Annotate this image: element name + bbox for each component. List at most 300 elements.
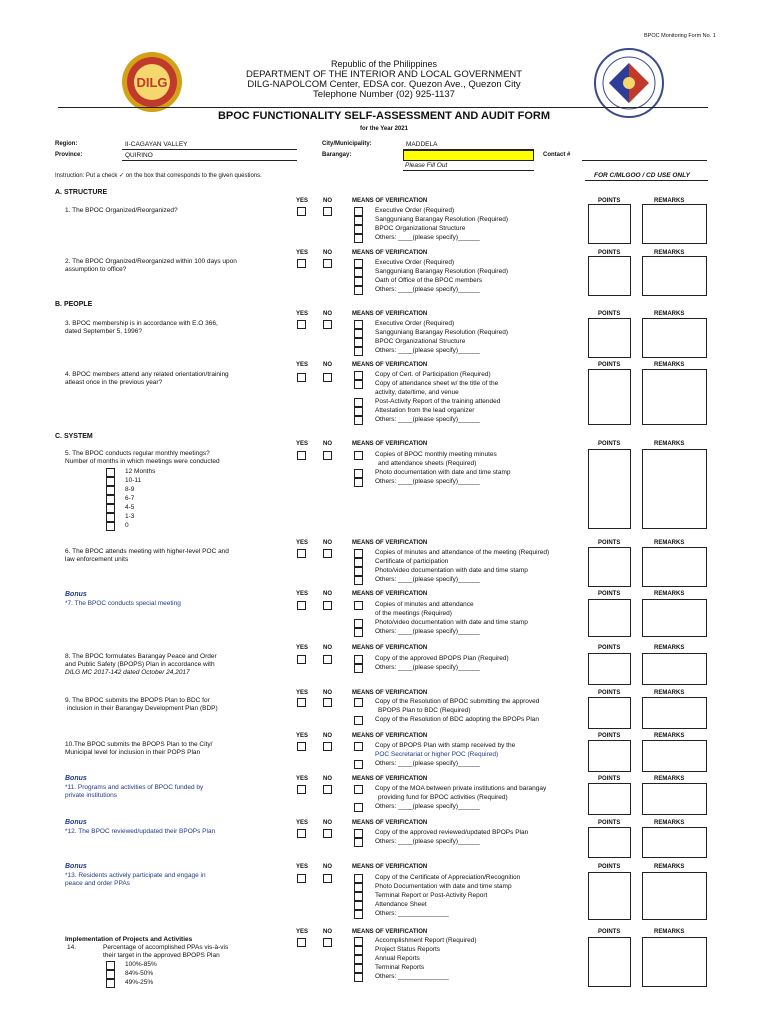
q9-points-box[interactable]: [588, 697, 631, 729]
question-14-text: their target in the approved BPOPS Plan: [103, 952, 220, 959]
q5-option-label: 8-9: [125, 486, 135, 493]
q6-points-box[interactable]: [588, 547, 631, 587]
q14-points-box[interactable]: [588, 937, 631, 987]
q13-points-box[interactable]: [588, 872, 631, 920]
question-11-text: private institutions: [65, 792, 118, 799]
q5-option-label: 10-11: [125, 477, 142, 484]
q4-mov-item: Attestation from the lead organizer: [375, 407, 475, 414]
yes-header: YES: [296, 820, 309, 826]
q2-yes-checkbox[interactable]: [297, 259, 306, 268]
q5-option-checkbox[interactable]: [106, 513, 115, 522]
yes-header: YES: [296, 645, 309, 651]
question-8-text: DILG MC 2017-142 dated October 24,2017: [65, 669, 190, 676]
question-3-text: 3. BPOC membership is in accordance with E.O 366,: [65, 320, 218, 327]
q9-remarks-box[interactable]: [642, 697, 707, 729]
points-header: POINTS: [598, 362, 621, 368]
remarks-header: REMARKS: [654, 820, 685, 826]
question-13-text: peace and order PPAs: [65, 880, 130, 887]
yes-header: YES: [296, 591, 309, 597]
bonus-label: Bonus: [65, 819, 87, 826]
q14-mov-checkbox[interactable]: [354, 973, 363, 982]
remarks-header: REMARKS: [654, 311, 685, 317]
q7-points-box[interactable]: [588, 599, 631, 637]
q7-mov-item: of the meetings (Required): [375, 610, 452, 617]
q1-mov-checkbox[interactable]: [354, 207, 363, 216]
q9-mov-checkbox[interactable]: [354, 698, 363, 707]
mov-header: MEANS OF VERIFICATION: [352, 540, 428, 546]
q4-mov-item: Others: ____(please specify)______: [375, 416, 480, 423]
bonus-label: Bonus: [65, 863, 87, 870]
remarks-header: REMARKS: [654, 776, 685, 782]
q5-mov-checkbox[interactable]: [354, 478, 363, 487]
office-use-rule: [585, 180, 708, 181]
question-13-text: *13. Residents actively participate and engage in: [65, 872, 206, 879]
q4-mov-checkbox[interactable]: [354, 380, 363, 389]
q14-mov-checkbox[interactable]: [354, 937, 363, 946]
q1-mov-checkbox[interactable]: [354, 234, 363, 243]
q12-mov-item: Copy of the approved reviewed/updated BPOPs Plan: [375, 829, 529, 836]
q2-mov-checkbox[interactable]: [354, 277, 363, 286]
q4-mov-checkbox[interactable]: [354, 407, 363, 416]
mov-header: MEANS OF VERIFICATION: [352, 929, 428, 935]
q5-option-label: 6-7: [125, 495, 135, 502]
q3-mov-item: BPOC Organizational Structure: [375, 338, 466, 345]
q8-mov-item: Others: ____(please specify)______: [375, 664, 480, 671]
q3-mov-item: Executive Order (Required): [375, 320, 455, 327]
region-underline: [122, 149, 297, 150]
q5-option-checkbox[interactable]: [106, 522, 115, 531]
q13-yes-checkbox[interactable]: [297, 874, 306, 883]
q2-mov-checkbox[interactable]: [354, 286, 363, 295]
yes-header: YES: [296, 441, 309, 447]
q11-mov-item: providing fund for BPOC activities (Required): [378, 794, 508, 801]
q4-no-checkbox[interactable]: [323, 373, 332, 382]
q6-mov-checkbox[interactable]: [354, 576, 363, 585]
mov-header: MEANS OF VERIFICATION: [352, 311, 428, 317]
q6-yes-checkbox[interactable]: [297, 549, 306, 558]
q3-mov-item: Sangguniang Barangay Resolution (Required): [375, 329, 508, 336]
q6-mov-item: Copies of minutes and attendance of the meeting (Required): [375, 549, 550, 556]
contact-field[interactable]: [582, 160, 707, 161]
q11-mov-item: Others: ____(please specify)______: [375, 803, 480, 810]
q14-mov-checkbox[interactable]: [354, 946, 363, 955]
q6-no-checkbox[interactable]: [323, 549, 332, 558]
form-number: BPOC Monitoring Form No. 1: [644, 33, 716, 39]
q5-option-checkbox[interactable]: [106, 504, 115, 513]
form-title: BPOC FUNCTIONALITY SELF-ASSESSMENT AND AUDIT FORM: [217, 110, 551, 122]
question-6-text: law enforcement units: [65, 556, 129, 563]
question-10-text: Municipal level for inclusion in their POPS Plan: [65, 749, 201, 756]
q7-mov-item: Copies of minutes and attendance: [375, 601, 474, 608]
q11-points-box[interactable]: [588, 783, 631, 815]
mov-header: MEANS OF VERIFICATION: [352, 864, 428, 870]
q8-remarks-box[interactable]: [642, 653, 707, 685]
q4-mov-item: activity, date/time, and venue: [375, 389, 459, 396]
q9-no-checkbox[interactable]: [323, 698, 332, 707]
yes-header: YES: [296, 864, 309, 870]
yes-header: YES: [296, 733, 309, 739]
remarks-header: REMARKS: [654, 441, 685, 447]
q5-option-checkbox[interactable]: [106, 468, 115, 477]
mov-header: MEANS OF VERIFICATION: [352, 776, 428, 782]
remarks-header: REMARKS: [654, 591, 685, 597]
q4-points-box[interactable]: [588, 369, 631, 425]
question-8-text: 8. The BPOC formulates Barangay Peace and Order: [65, 653, 217, 660]
q14-yes-checkbox[interactable]: [297, 938, 306, 947]
q6-remarks-box[interactable]: [642, 547, 707, 587]
mov-header: MEANS OF VERIFICATION: [352, 820, 428, 826]
points-header: POINTS: [598, 864, 621, 870]
q10-mov-checkbox[interactable]: [354, 760, 363, 769]
points-header: POINTS: [598, 540, 621, 546]
q14-section-title: Implementation of Projects and Activities: [65, 936, 193, 943]
header-line-1: Republic of the Philippines: [330, 59, 438, 69]
q8-mov-item: Copy of the approved BPOPS Plan (Required): [375, 655, 509, 662]
q2-remarks-box[interactable]: [642, 256, 707, 296]
q1-mov-checkbox[interactable]: [354, 225, 363, 234]
remarks-header: REMARKS: [654, 540, 685, 546]
question-2-text: assumption to office?: [65, 266, 127, 273]
q14-option-label: 84%-50%: [125, 970, 154, 977]
question-10-text: 10.The BPOC submits the BPOPS Plan to the City/: [65, 741, 213, 748]
mov-header: MEANS OF VERIFICATION: [352, 362, 428, 368]
q3-points-box[interactable]: [588, 318, 631, 358]
question-1-text: 1. The BPOC Organized/Reorganized?: [65, 207, 178, 214]
q6-mov-item: Others: ____(please specify)______: [375, 576, 480, 583]
no-header: NO: [323, 864, 332, 870]
q13-remarks-box[interactable]: [642, 872, 707, 920]
remarks-header: REMARKS: [654, 645, 685, 651]
section-b-title: B. PEOPLE: [55, 301, 93, 308]
remarks-header: REMARKS: [654, 198, 685, 204]
no-header: NO: [323, 591, 332, 597]
office-use-label: FOR C/MLGOO / CD USE ONLY: [594, 172, 690, 179]
q5-option-label: 0: [125, 522, 129, 529]
q5-option-label: 4-5: [125, 504, 135, 511]
q13-mov-item: Others: ______________: [375, 910, 449, 917]
mov-header: MEANS OF VERIFICATION: [352, 733, 428, 739]
q7-mov-item: Photo/video documentation with date and time stamp: [375, 619, 528, 626]
q3-no-checkbox[interactable]: [323, 320, 332, 329]
points-header: POINTS: [598, 311, 621, 317]
no-header: NO: [323, 198, 332, 204]
q1-no-checkbox[interactable]: [323, 207, 332, 216]
q10-mov-item: POC Secretariat or higher POC (Required): [375, 751, 499, 758]
q12-mov-checkbox[interactable]: [354, 838, 363, 847]
q14-option-checkbox[interactable]: [106, 970, 115, 979]
remarks-header: REMARKS: [654, 690, 685, 696]
yes-header: YES: [296, 690, 309, 696]
q9-mov-item: Copy of the Resolution of BPOC submitting the approved: [375, 698, 540, 705]
q3-mov-item: Others: ____(please specify)______: [375, 347, 480, 354]
q4-mov-checkbox[interactable]: [354, 416, 363, 425]
points-header: POINTS: [598, 733, 621, 739]
points-header: POINTS: [598, 441, 621, 447]
question-5-text: Number of months in which meetings were conducted: [65, 458, 220, 465]
q1-mov-item: Others: ____(please specify)______: [375, 234, 480, 241]
q14-option-label: 49%-25%: [125, 979, 154, 986]
yes-header: YES: [296, 198, 309, 204]
q14-mov-item: Accomplishment Report (Required): [375, 937, 477, 944]
no-header: NO: [323, 645, 332, 651]
q1-mov-item: Executive Order (Required): [375, 207, 455, 214]
q11-remarks-box[interactable]: [642, 783, 707, 815]
q5-mov-item: Copies of BPOC monthly meeting minutes: [375, 451, 497, 458]
q14-mov-item: Project Status Reports: [375, 946, 441, 953]
province-underline: [122, 160, 297, 161]
q13-mov-checkbox[interactable]: [354, 874, 363, 883]
bonus-label: Bonus: [65, 775, 87, 782]
q14-mov-item: Terminal Reports: [375, 964, 425, 971]
please-fill-underline: [403, 170, 534, 171]
q10-points-box[interactable]: [588, 740, 631, 772]
q13-no-checkbox[interactable]: [323, 874, 332, 883]
q5-yes-checkbox[interactable]: [297, 451, 306, 460]
q7-yes-checkbox[interactable]: [297, 601, 306, 610]
no-header: NO: [323, 733, 332, 739]
q12-yes-checkbox[interactable]: [297, 829, 306, 838]
q2-mov-item: Oath of Office of the BPOC members: [375, 277, 483, 284]
no-header: NO: [323, 250, 332, 256]
points-header: POINTS: [598, 690, 621, 696]
q14-mov-item: Others: ______________: [375, 973, 449, 980]
mov-header: MEANS OF VERIFICATION: [352, 441, 428, 447]
q4-mov-checkbox[interactable]: [354, 371, 363, 380]
remarks-header: REMARKS: [654, 733, 685, 739]
q4-mov-item: Copy of attendance sheet w/ the title of the: [375, 380, 499, 387]
q11-no-checkbox[interactable]: [323, 785, 332, 794]
q2-mov-checkbox[interactable]: [354, 268, 363, 277]
q11-mov-item: Copy of the MOA between private institutions and barangay: [375, 785, 547, 792]
question-6-text: 6. The BPOC attends meeting with higher-level POC and: [65, 548, 229, 555]
remarks-header: REMARKS: [654, 362, 685, 368]
q10-yes-checkbox[interactable]: [297, 742, 306, 751]
q13-mov-checkbox[interactable]: [354, 883, 363, 892]
q13-mov-checkbox[interactable]: [354, 910, 363, 919]
q3-yes-checkbox[interactable]: [297, 320, 306, 329]
points-header: POINTS: [598, 776, 621, 782]
question-7-text: *7. The BPOC conducts special meeting: [65, 600, 181, 607]
points-header: POINTS: [598, 929, 621, 935]
please-fill-out: Please Fill Out: [405, 162, 448, 169]
q4-mov-item: Post-Activity Report of the training attended: [375, 398, 501, 405]
q6-mov-checkbox[interactable]: [354, 558, 363, 567]
q10-remarks-box[interactable]: [642, 740, 707, 772]
q3-mov-checkbox[interactable]: [354, 347, 363, 356]
q7-mov-checkbox[interactable]: [354, 601, 363, 610]
section-a-title: A. STRUCTURE: [55, 189, 108, 196]
region-label: Region:: [55, 141, 78, 147]
remarks-header: REMARKS: [654, 250, 685, 256]
contact-label: Contact #: [543, 152, 571, 158]
q8-no-checkbox[interactable]: [323, 655, 332, 664]
q14-option-checkbox[interactable]: [106, 979, 115, 988]
q14-option-checkbox[interactable]: [106, 961, 115, 970]
points-header: POINTS: [598, 591, 621, 597]
q7-remarks-box[interactable]: [642, 599, 707, 637]
q1-mov-checkbox[interactable]: [354, 216, 363, 225]
q1-mov-item: BPOC Organizational Structure: [375, 225, 466, 232]
question-14-text: Percentage of accomplished PPAs vis-à-vis: [103, 944, 229, 951]
q6-mov-item: Photo/video documentation with date and time stamp: [375, 567, 528, 574]
q13-mov-item: Terminal Report or Post-Activity Report: [375, 892, 488, 899]
q5-option-label: 12 Months: [125, 468, 156, 475]
yes-header: YES: [296, 250, 309, 256]
yes-header: YES: [296, 540, 309, 546]
q2-no-checkbox[interactable]: [323, 259, 332, 268]
q14-mov-item: Annual Reports: [375, 955, 420, 962]
q14-number: 14.: [67, 944, 77, 951]
q6-mov-checkbox[interactable]: [354, 549, 363, 558]
q5-mov-item: Photo documentation with date and time stamp: [375, 469, 511, 476]
q2-points-box[interactable]: [588, 256, 631, 296]
question-12-text: *12. The BPOC reviewed/updated their BPOPs Plan: [65, 828, 216, 835]
q12-mov-item: Others: ____(please specify)______: [375, 838, 480, 845]
q8-points-box[interactable]: [588, 653, 631, 685]
q3-mov-checkbox[interactable]: [354, 338, 363, 347]
title-rule: [58, 107, 708, 108]
remarks-header: REMARKS: [654, 929, 685, 935]
q13-mov-item: Photo Documentation with date and time stamp: [375, 883, 512, 890]
no-header: NO: [323, 540, 332, 546]
q7-mov-checkbox[interactable]: [354, 619, 363, 628]
q14-mov-checkbox[interactable]: [354, 964, 363, 973]
province-value: QUIRINO: [125, 152, 153, 159]
q14-option-label: 100%-85%: [125, 961, 157, 968]
q5-option-label: 1-3: [125, 513, 135, 520]
q12-points-box[interactable]: [588, 827, 631, 858]
q5-mov-checkbox[interactable]: [354, 451, 363, 460]
q9-mov-item: BPOPS Plan to BDC (Required): [378, 707, 471, 714]
q13-mov-item: Copy of the Certificate of Appreciation/Recognition: [375, 874, 521, 881]
q4-mov-item: Copy of Cert. of Participation (Required): [375, 371, 491, 378]
q2-mov-item: Sangguniang Barangay Resolution (Required): [375, 268, 508, 275]
q4-mov-checkbox[interactable]: [354, 398, 363, 407]
q9-mov-checkbox[interactable]: [354, 716, 363, 725]
q14-remarks-box[interactable]: [642, 937, 707, 987]
yes-header: YES: [296, 362, 309, 368]
svg-text:DILG: DILG: [136, 75, 168, 90]
q5-option-checkbox[interactable]: [106, 495, 115, 504]
bonus-label: Bonus: [65, 591, 87, 598]
yes-header: YES: [296, 776, 309, 782]
q9-yes-checkbox[interactable]: [297, 698, 306, 707]
no-header: NO: [323, 311, 332, 317]
q5-option-checkbox[interactable]: [106, 477, 115, 486]
region-value: II-CAGAYAN VALLEY: [125, 141, 188, 148]
mov-header: MEANS OF VERIFICATION: [352, 250, 428, 256]
q8-yes-checkbox[interactable]: [297, 655, 306, 664]
points-header: POINTS: [598, 645, 621, 651]
q11-yes-checkbox[interactable]: [297, 785, 306, 794]
q2-mov-checkbox[interactable]: [354, 259, 363, 268]
city-label: City/Municipality:: [322, 141, 372, 147]
points-header: POINTS: [598, 198, 621, 204]
q10-mov-item: Copy of BPOPS Plan with stamp received by the: [375, 742, 516, 749]
barangay-label: Barangay:: [322, 152, 352, 158]
question-4-text: atleast once in the previous year?: [65, 379, 163, 386]
q5-mov-item: Others: ____(please specify)______: [375, 478, 480, 485]
q12-no-checkbox[interactable]: [323, 829, 332, 838]
q6-mov-item: Certificate of participation: [375, 558, 449, 565]
q11-mov-checkbox[interactable]: [354, 785, 363, 794]
no-header: NO: [323, 776, 332, 782]
form-year: for the Year 2021: [360, 126, 408, 132]
q14-mov-checkbox[interactable]: [354, 955, 363, 964]
q12-mov-checkbox[interactable]: [354, 829, 363, 838]
q1-yes-checkbox[interactable]: [297, 207, 306, 216]
no-header: NO: [323, 690, 332, 696]
q5-mov-checkbox[interactable]: [354, 469, 363, 478]
instruction: Instruction: Put a check ✓ on the box that corresponds to the given questions.: [55, 173, 262, 179]
mov-header: MEANS OF VERIFICATION: [352, 591, 428, 597]
question-9-text: 9. The BPOC submits the BPOPS Plan to BDC for: [65, 697, 210, 704]
q7-no-checkbox[interactable]: [323, 601, 332, 610]
points-header: POINTS: [598, 250, 621, 256]
header-line-3: DILG-NAPOLCOM Center, EDSA cor. Quezon Ave., Quezon City: [247, 79, 521, 90]
q3-mov-checkbox[interactable]: [354, 320, 363, 329]
q8-mov-checkbox[interactable]: [354, 655, 363, 664]
q11-mov-checkbox[interactable]: [354, 803, 363, 812]
q10-no-checkbox[interactable]: [323, 742, 332, 751]
header-line-4: Telephone Number (02) 925-1137: [313, 89, 455, 100]
q10-mov-checkbox[interactable]: [354, 742, 363, 751]
q13-mov-item: Attendance Sheet: [375, 901, 427, 908]
question-2-text: 2. The BPOC Organized/Reorganized within 100 days upon: [65, 258, 237, 265]
remarks-header: REMARKS: [654, 864, 685, 870]
mov-header: MEANS OF VERIFICATION: [352, 198, 428, 204]
q5-remarks-box[interactable]: [642, 449, 707, 529]
q12-remarks-box[interactable]: [642, 827, 707, 858]
q14-no-checkbox[interactable]: [323, 938, 332, 947]
q3-remarks-box[interactable]: [642, 318, 707, 358]
section-c-title: C. SYSTEM: [55, 433, 93, 440]
question-9-text: inclusion in their Barangay Development Plan (BDP): [67, 705, 218, 712]
q6-mov-checkbox[interactable]: [354, 567, 363, 576]
q13-mov-checkbox[interactable]: [354, 901, 363, 910]
q5-option-checkbox[interactable]: [106, 486, 115, 495]
q7-mov-checkbox[interactable]: [354, 628, 363, 637]
q4-yes-checkbox[interactable]: [297, 373, 306, 382]
q2-mov-item: Others: ____(please specify)______: [375, 286, 480, 293]
q5-mov-item: and attendance sheets (Required): [378, 460, 477, 467]
q13-mov-checkbox[interactable]: [354, 892, 363, 901]
q9-mov-item: Copy of the Resolution of BDC adopting the BPOPs Plan: [375, 716, 540, 723]
q4-remarks-box[interactable]: [642, 369, 707, 425]
q8-mov-checkbox[interactable]: [354, 664, 363, 673]
no-header: NO: [323, 441, 332, 447]
q5-points-box[interactable]: [588, 449, 631, 529]
no-header: NO: [323, 362, 332, 368]
question-8-text: and Public Safety (BPOPS) Plan in accordance with: [65, 661, 215, 668]
q3-mov-checkbox[interactable]: [354, 329, 363, 338]
q2-mov-item: Executive Order (Required): [375, 259, 455, 266]
mov-header: MEANS OF VERIFICATION: [352, 645, 428, 651]
question-5-text: 5. The BPOC conducts regular monthly meetings?: [65, 450, 210, 457]
no-header: NO: [323, 929, 332, 935]
question-3-text: dated September 5, 1996?: [65, 328, 142, 335]
question-4-text: 4. BPOC members attend any related orientation/training: [65, 371, 229, 378]
q1-mov-item: Sangguniang Barangay Resolution (Required): [375, 216, 508, 223]
barangay-field[interactable]: [403, 150, 534, 161]
header-line-2: DEPARTMENT OF THE INTERIOR AND LOCAL GOVERNMENT: [245, 69, 523, 80]
q1-remarks-box[interactable]: [642, 204, 707, 244]
q5-no-checkbox[interactable]: [323, 451, 332, 460]
city-value[interactable]: MADDELA: [406, 141, 438, 148]
q1-points-box[interactable]: [588, 204, 631, 244]
points-header: POINTS: [598, 820, 621, 826]
mov-header: MEANS OF VERIFICATION: [352, 690, 428, 696]
